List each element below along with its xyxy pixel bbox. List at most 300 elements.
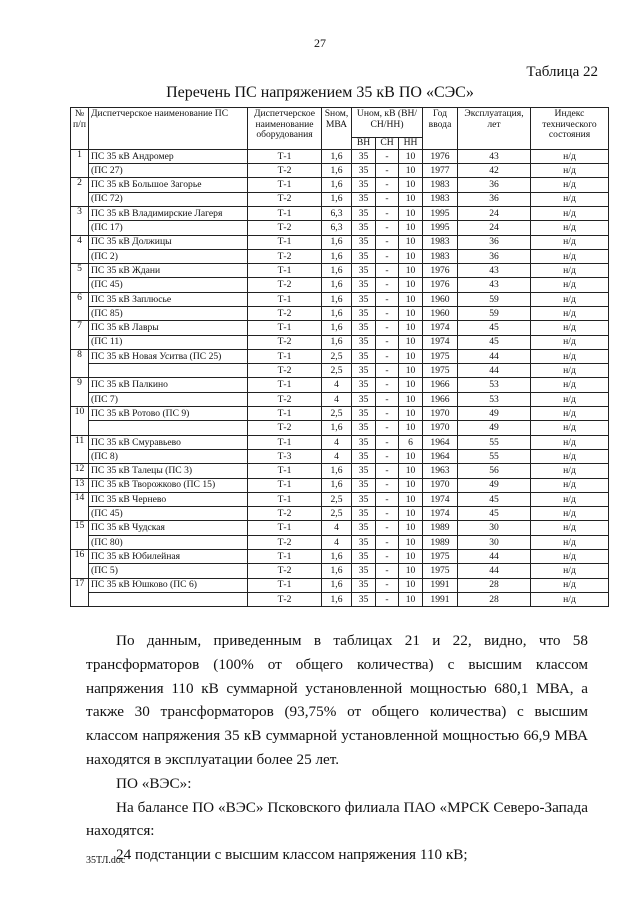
cell-snom: 1,6 bbox=[322, 307, 352, 321]
cell-index: н/д bbox=[531, 407, 609, 421]
cell-nn: 10 bbox=[399, 264, 423, 278]
cell-index: н/д bbox=[531, 221, 609, 235]
cell-nn: 10 bbox=[399, 206, 423, 220]
cell-sn: - bbox=[376, 335, 399, 349]
cell-index: н/д bbox=[531, 550, 609, 564]
cell-year: 1976 bbox=[423, 278, 458, 292]
cell-name: (ПС 11) bbox=[89, 335, 248, 349]
cell-exploitation: 49 bbox=[458, 407, 531, 421]
cell-year: 1975 bbox=[423, 349, 458, 363]
cell-snom: 1,6 bbox=[322, 249, 352, 263]
cell-vn: 35 bbox=[352, 449, 376, 463]
cell-equipment: Т-2 bbox=[248, 192, 322, 206]
cell-equipment: Т-1 bbox=[248, 407, 322, 421]
cell-name: (ПС 17) bbox=[89, 221, 248, 235]
cell-snom: 1,6 bbox=[322, 578, 352, 592]
cell-name: (ПС 45) bbox=[89, 278, 248, 292]
cell-index: н/д bbox=[531, 535, 609, 549]
cell-snom: 4 bbox=[322, 535, 352, 549]
cell-num: 9 bbox=[71, 378, 89, 407]
cell-equipment: Т-2 bbox=[248, 364, 322, 378]
cell-equipment: Т-2 bbox=[248, 164, 322, 178]
cell-exploitation: 28 bbox=[458, 578, 531, 592]
cell-num: 14 bbox=[71, 492, 89, 521]
cell-name bbox=[89, 364, 248, 378]
cell-index: н/д bbox=[531, 378, 609, 392]
cell-nn: 10 bbox=[399, 535, 423, 549]
cell-nn: 10 bbox=[399, 449, 423, 463]
cell-name: (ПС 2) bbox=[89, 249, 248, 263]
cell-year: 1976 bbox=[423, 264, 458, 278]
table-row bbox=[71, 550, 609, 564]
table-row bbox=[71, 407, 609, 421]
cell-index: н/д bbox=[531, 392, 609, 406]
cell-vn: 35 bbox=[352, 249, 376, 263]
cell-sn: - bbox=[376, 592, 399, 606]
cell-num: 13 bbox=[71, 478, 89, 492]
cell-equipment: Т-2 bbox=[248, 421, 322, 435]
cell-index: н/д bbox=[531, 264, 609, 278]
cell-snom: 4 bbox=[322, 449, 352, 463]
cell-exploitation: 44 bbox=[458, 349, 531, 363]
cell-snom: 1,6 bbox=[322, 321, 352, 335]
cell-snom: 1,6 bbox=[322, 592, 352, 606]
cell-vn: 35 bbox=[352, 192, 376, 206]
table-row bbox=[71, 178, 609, 192]
cell-snom: 2,5 bbox=[322, 349, 352, 363]
cell-exploitation: 45 bbox=[458, 335, 531, 349]
table-title: Перечень ПС напряжением 35 кВ ПО «СЭС» bbox=[166, 84, 474, 101]
table-row bbox=[71, 464, 609, 478]
table-row bbox=[71, 392, 609, 406]
cell-name: (ПС 7) bbox=[89, 392, 248, 406]
cell-sn: - bbox=[376, 364, 399, 378]
cell-name: (ПС 72) bbox=[89, 192, 248, 206]
cell-name: ПС 35 кВ Чернево bbox=[89, 492, 248, 506]
table-row bbox=[71, 192, 609, 206]
cell-sn: - bbox=[376, 550, 399, 564]
cell-equipment: Т-1 bbox=[248, 435, 322, 449]
cell-exploitation: 24 bbox=[458, 206, 531, 220]
cell-year: 1989 bbox=[423, 521, 458, 535]
cell-num: 17 bbox=[71, 578, 89, 607]
header-index: Индекс технического состояния bbox=[531, 108, 609, 150]
table-row bbox=[71, 278, 609, 292]
cell-name: (ПС 8) bbox=[89, 449, 248, 463]
cell-sn: - bbox=[376, 535, 399, 549]
cell-num: 1 bbox=[71, 149, 89, 178]
cell-nn: 10 bbox=[399, 221, 423, 235]
cell-year: 1983 bbox=[423, 178, 458, 192]
cell-exploitation: 43 bbox=[458, 278, 531, 292]
cell-equipment: Т-1 bbox=[248, 206, 322, 220]
cell-nn: 6 bbox=[399, 435, 423, 449]
table-body bbox=[71, 149, 609, 607]
cell-exploitation: 43 bbox=[458, 149, 531, 163]
cell-year: 1970 bbox=[423, 478, 458, 492]
table-row bbox=[71, 221, 609, 235]
cell-snom: 1,6 bbox=[322, 478, 352, 492]
cell-vn: 35 bbox=[352, 235, 376, 249]
cell-year: 1966 bbox=[423, 378, 458, 392]
cell-sn: - bbox=[376, 392, 399, 406]
cell-sn: - bbox=[376, 521, 399, 535]
cell-nn: 10 bbox=[399, 249, 423, 263]
cell-equipment: Т-1 bbox=[248, 550, 322, 564]
cell-num: 5 bbox=[71, 264, 89, 293]
cell-sn: - bbox=[376, 178, 399, 192]
cell-index: н/д bbox=[531, 464, 609, 478]
cell-vn: 35 bbox=[352, 507, 376, 521]
cell-snom: 1,6 bbox=[322, 278, 352, 292]
cell-snom: 1,6 bbox=[322, 421, 352, 435]
cell-name: ПС 35 кВ Талецы (ПС 3) bbox=[89, 464, 248, 478]
cell-name: ПС 35 кВ Ждани bbox=[89, 264, 248, 278]
cell-exploitation: 44 bbox=[458, 364, 531, 378]
cell-name: (ПС 5) bbox=[89, 564, 248, 578]
cell-exploitation: 49 bbox=[458, 421, 531, 435]
cell-sn: - bbox=[376, 278, 399, 292]
cell-name: ПС 35 кВ Лавры bbox=[89, 321, 248, 335]
cell-sn: - bbox=[376, 478, 399, 492]
cell-year: 1983 bbox=[423, 235, 458, 249]
cell-sn: - bbox=[376, 378, 399, 392]
cell-snom: 1,6 bbox=[322, 178, 352, 192]
cell-num: 15 bbox=[71, 521, 89, 550]
cell-name: ПС 35 кВ Смуравьево bbox=[89, 435, 248, 449]
cell-sn: - bbox=[376, 564, 399, 578]
cell-year: 1960 bbox=[423, 307, 458, 321]
cell-exploitation: 28 bbox=[458, 592, 531, 606]
cell-index: н/д bbox=[531, 435, 609, 449]
cell-num: 8 bbox=[71, 349, 89, 378]
cell-year: 1991 bbox=[423, 592, 458, 606]
cell-vn: 35 bbox=[352, 264, 376, 278]
cell-name bbox=[89, 421, 248, 435]
table-row bbox=[71, 449, 609, 463]
cell-num: 16 bbox=[71, 550, 89, 579]
table-row bbox=[71, 292, 609, 306]
paragraph: 24 подстанции с высшим классом напряжения 110 кВ; bbox=[116, 846, 468, 864]
cell-equipment: Т-1 bbox=[248, 292, 322, 306]
cell-index: н/д bbox=[531, 478, 609, 492]
cell-nn: 10 bbox=[399, 164, 423, 178]
cell-snom: 2,5 bbox=[322, 492, 352, 506]
cell-year: 1983 bbox=[423, 192, 458, 206]
cell-nn: 10 bbox=[399, 492, 423, 506]
cell-snom: 6,3 bbox=[322, 206, 352, 220]
cell-exploitation: 36 bbox=[458, 235, 531, 249]
cell-exploitation: 24 bbox=[458, 221, 531, 235]
cell-nn: 10 bbox=[399, 378, 423, 392]
table-row bbox=[71, 521, 609, 535]
cell-equipment: Т-2 bbox=[248, 392, 322, 406]
cell-index: н/д bbox=[531, 249, 609, 263]
cell-index: н/д bbox=[531, 592, 609, 606]
cell-vn: 35 bbox=[352, 435, 376, 449]
cell-name: ПС 35 кВ Чудская bbox=[89, 521, 248, 535]
table-row bbox=[71, 564, 609, 578]
cell-exploitation: 49 bbox=[458, 478, 531, 492]
cell-sn: - bbox=[376, 421, 399, 435]
cell-equipment: Т-2 bbox=[248, 249, 322, 263]
cell-sn: - bbox=[376, 492, 399, 506]
cell-year: 1963 bbox=[423, 464, 458, 478]
cell-nn: 10 bbox=[399, 478, 423, 492]
cell-snom: 1,6 bbox=[322, 235, 352, 249]
cell-exploitation: 55 bbox=[458, 449, 531, 463]
cell-snom: 1,6 bbox=[322, 550, 352, 564]
cell-snom: 1,6 bbox=[322, 335, 352, 349]
cell-nn: 10 bbox=[399, 407, 423, 421]
cell-snom: 1,6 bbox=[322, 292, 352, 306]
cell-sn: - bbox=[376, 249, 399, 263]
header-equipment: Диспетчерское наименование оборудования bbox=[248, 108, 322, 150]
cell-vn: 35 bbox=[352, 492, 376, 506]
cell-sn: - bbox=[376, 349, 399, 363]
cell-name: ПС 35 кВ Заплюсье bbox=[89, 292, 248, 306]
cell-nn: 10 bbox=[399, 550, 423, 564]
cell-equipment: Т-2 bbox=[248, 592, 322, 606]
cell-exploitation: 53 bbox=[458, 392, 531, 406]
cell-equipment: Т-1 bbox=[248, 378, 322, 392]
table-row bbox=[71, 335, 609, 349]
cell-equipment: Т-1 bbox=[248, 578, 322, 592]
cell-snom: 2,5 bbox=[322, 407, 352, 421]
cell-snom: 2,5 bbox=[322, 364, 352, 378]
cell-index: н/д bbox=[531, 421, 609, 435]
cell-sn: - bbox=[376, 464, 399, 478]
cell-nn: 10 bbox=[399, 278, 423, 292]
cell-exploitation: 45 bbox=[458, 321, 531, 335]
cell-equipment: Т-2 bbox=[248, 535, 322, 549]
cell-vn: 35 bbox=[352, 535, 376, 549]
cell-index: н/д bbox=[531, 278, 609, 292]
cell-nn: 10 bbox=[399, 149, 423, 163]
table-row bbox=[71, 578, 609, 592]
cell-name: ПС 35 кВ Новая Уситва (ПС 25) bbox=[89, 349, 248, 363]
cell-index: н/д bbox=[531, 149, 609, 163]
table-row bbox=[71, 507, 609, 521]
cell-year: 1975 bbox=[423, 364, 458, 378]
cell-vn: 35 bbox=[352, 521, 376, 535]
cell-vn: 35 bbox=[352, 278, 376, 292]
cell-equipment: Т-2 bbox=[248, 507, 322, 521]
cell-nn: 10 bbox=[399, 307, 423, 321]
footer-filename: 35ТЛ.doc bbox=[86, 855, 126, 866]
cell-sn: - bbox=[376, 221, 399, 235]
cell-equipment: Т-1 bbox=[248, 492, 322, 506]
header-name: Диспетчерское наименование ПС bbox=[89, 108, 248, 150]
cell-exploitation: 30 bbox=[458, 521, 531, 535]
cell-vn: 35 bbox=[352, 292, 376, 306]
cell-exploitation: 53 bbox=[458, 378, 531, 392]
cell-sn: - bbox=[376, 264, 399, 278]
header-exploitation: Эксплуатация, лет bbox=[458, 108, 531, 150]
cell-nn: 10 bbox=[399, 349, 423, 363]
cell-sn: - bbox=[376, 206, 399, 220]
cell-vn: 35 bbox=[352, 421, 376, 435]
cell-equipment: Т-2 bbox=[248, 221, 322, 235]
cell-sn: - bbox=[376, 235, 399, 249]
cell-nn: 10 bbox=[399, 235, 423, 249]
cell-snom: 1,6 bbox=[322, 464, 352, 478]
cell-name: ПС 35 кВ Большое Загорье bbox=[89, 178, 248, 192]
cell-name: (ПС 80) bbox=[89, 535, 248, 549]
body-text bbox=[86, 629, 588, 867]
cell-index: н/д bbox=[531, 449, 609, 463]
cell-num: 2 bbox=[71, 178, 89, 207]
cell-vn: 35 bbox=[352, 592, 376, 606]
cell-nn: 10 bbox=[399, 364, 423, 378]
header-sn: СН bbox=[376, 138, 399, 150]
header-nn: НН bbox=[399, 138, 423, 150]
cell-index: н/д bbox=[531, 564, 609, 578]
cell-year: 1974 bbox=[423, 321, 458, 335]
cell-equipment: Т-1 bbox=[248, 149, 322, 163]
cell-sn: - bbox=[376, 449, 399, 463]
cell-year: 1995 bbox=[423, 221, 458, 235]
cell-nn: 10 bbox=[399, 392, 423, 406]
cell-index: н/д bbox=[531, 192, 609, 206]
table-row bbox=[71, 235, 609, 249]
table-row bbox=[71, 364, 609, 378]
cell-equipment: Т-2 bbox=[248, 278, 322, 292]
paragraph: По данным, приведенным в таблицах 21 и 22, видно, что 58 трансформаторов (100% от общего количества) с высшим классом напряжения 110 кВ суммарной установленной мощностью 680,1 МВА, а также 30 трансформаторов (93,75% от общего количества) с высшим классом напряжения 35 кВ суммарной установленной мощностью 66,9 МВА находятся в эксплуатации более 25 лет. bbox=[86, 632, 588, 768]
cell-year: 1977 bbox=[423, 164, 458, 178]
table-row bbox=[71, 321, 609, 335]
cell-name: ПС 35 кВ Ротово (ПС 9) bbox=[89, 407, 248, 421]
table-row bbox=[71, 435, 609, 449]
cell-vn: 35 bbox=[352, 392, 376, 406]
cell-equipment: Т-2 bbox=[248, 307, 322, 321]
cell-name: ПС 35 кВ Юшково (ПС 6) bbox=[89, 578, 248, 592]
cell-sn: - bbox=[376, 507, 399, 521]
table-row bbox=[71, 264, 609, 278]
cell-snom: 4 bbox=[322, 435, 352, 449]
cell-num: 7 bbox=[71, 321, 89, 350]
cell-vn: 35 bbox=[352, 206, 376, 220]
cell-sn: - bbox=[376, 435, 399, 449]
cell-equipment: Т-2 bbox=[248, 335, 322, 349]
cell-nn: 10 bbox=[399, 592, 423, 606]
table-row bbox=[71, 478, 609, 492]
cell-year: 1966 bbox=[423, 392, 458, 406]
cell-equipment: Т-1 bbox=[248, 464, 322, 478]
cell-equipment: Т-2 bbox=[248, 564, 322, 578]
cell-year: 1964 bbox=[423, 435, 458, 449]
paragraph: ПО «ВЭС»: bbox=[116, 774, 192, 792]
cell-vn: 35 bbox=[352, 335, 376, 349]
cell-index: н/д bbox=[531, 292, 609, 306]
paragraph: На балансе ПО «ВЭС» Псковского филиала ПАО «МРСК Северо-Запада находятся: bbox=[86, 798, 588, 840]
cell-snom: 1,6 bbox=[322, 164, 352, 178]
cell-nn: 10 bbox=[399, 421, 423, 435]
cell-num: 4 bbox=[71, 235, 89, 264]
cell-name: ПС 35 кВ Юбилейная bbox=[89, 550, 248, 564]
cell-sn: - bbox=[376, 192, 399, 206]
cell-year: 1974 bbox=[423, 335, 458, 349]
cell-index: н/д bbox=[531, 178, 609, 192]
cell-vn: 35 bbox=[352, 221, 376, 235]
header-vn: ВН bbox=[352, 138, 376, 150]
cell-nn: 10 bbox=[399, 521, 423, 535]
header-year: Год ввода bbox=[423, 108, 458, 150]
cell-exploitation: 45 bbox=[458, 507, 531, 521]
cell-num: 6 bbox=[71, 292, 89, 321]
cell-sn: - bbox=[376, 307, 399, 321]
cell-num: 10 bbox=[71, 407, 89, 436]
cell-vn: 35 bbox=[352, 578, 376, 592]
cell-vn: 35 bbox=[352, 550, 376, 564]
cell-index: н/д bbox=[531, 335, 609, 349]
cell-exploitation: 36 bbox=[458, 249, 531, 263]
cell-year: 1964 bbox=[423, 449, 458, 463]
cell-equipment: Т-1 bbox=[248, 521, 322, 535]
cell-year: 1960 bbox=[423, 292, 458, 306]
cell-snom: 1,6 bbox=[322, 264, 352, 278]
cell-exploitation: 59 bbox=[458, 307, 531, 321]
table-row bbox=[71, 535, 609, 549]
cell-vn: 35 bbox=[352, 464, 376, 478]
cell-vn: 35 bbox=[352, 407, 376, 421]
cell-nn: 10 bbox=[399, 464, 423, 478]
cell-name: (ПС 27) bbox=[89, 164, 248, 178]
header-unom: Uном, кВ (ВН/СН/НН) bbox=[352, 108, 423, 138]
cell-name: ПС 35 кВ Владимирские Лагеря bbox=[89, 206, 248, 220]
table-row bbox=[71, 149, 609, 163]
cell-vn: 35 bbox=[352, 564, 376, 578]
page-number: 27 bbox=[314, 36, 326, 50]
cell-year: 1976 bbox=[423, 149, 458, 163]
cell-year: 1970 bbox=[423, 421, 458, 435]
cell-exploitation: 43 bbox=[458, 264, 531, 278]
cell-num: 11 bbox=[71, 435, 89, 464]
cell-equipment: Т-1 bbox=[248, 478, 322, 492]
cell-snom: 1,6 bbox=[322, 564, 352, 578]
cell-index: н/д bbox=[531, 307, 609, 321]
cell-vn: 35 bbox=[352, 349, 376, 363]
cell-year: 1975 bbox=[423, 564, 458, 578]
cell-vn: 35 bbox=[352, 164, 376, 178]
cell-year: 1989 bbox=[423, 535, 458, 549]
cell-vn: 35 bbox=[352, 178, 376, 192]
cell-vn: 35 bbox=[352, 321, 376, 335]
cell-exploitation: 42 bbox=[458, 164, 531, 178]
cell-equipment: Т-3 bbox=[248, 449, 322, 463]
cell-sn: - bbox=[376, 407, 399, 421]
cell-num: 12 bbox=[71, 464, 89, 478]
cell-snom: 6,3 bbox=[322, 221, 352, 235]
cell-vn: 35 bbox=[352, 478, 376, 492]
cell-vn: 35 bbox=[352, 364, 376, 378]
cell-year: 1983 bbox=[423, 249, 458, 263]
cell-nn: 10 bbox=[399, 335, 423, 349]
cell-snom: 1,6 bbox=[322, 192, 352, 206]
cell-snom: 4 bbox=[322, 392, 352, 406]
cell-exploitation: 56 bbox=[458, 464, 531, 478]
cell-sn: - bbox=[376, 292, 399, 306]
substation-table bbox=[70, 107, 609, 607]
cell-nn: 10 bbox=[399, 578, 423, 592]
cell-equipment: Т-1 bbox=[248, 264, 322, 278]
cell-year: 1991 bbox=[423, 578, 458, 592]
cell-sn: - bbox=[376, 164, 399, 178]
cell-nn: 10 bbox=[399, 192, 423, 206]
cell-name bbox=[89, 592, 248, 606]
table-label: Таблица 22 bbox=[526, 64, 598, 80]
cell-name: (ПС 45) bbox=[89, 507, 248, 521]
